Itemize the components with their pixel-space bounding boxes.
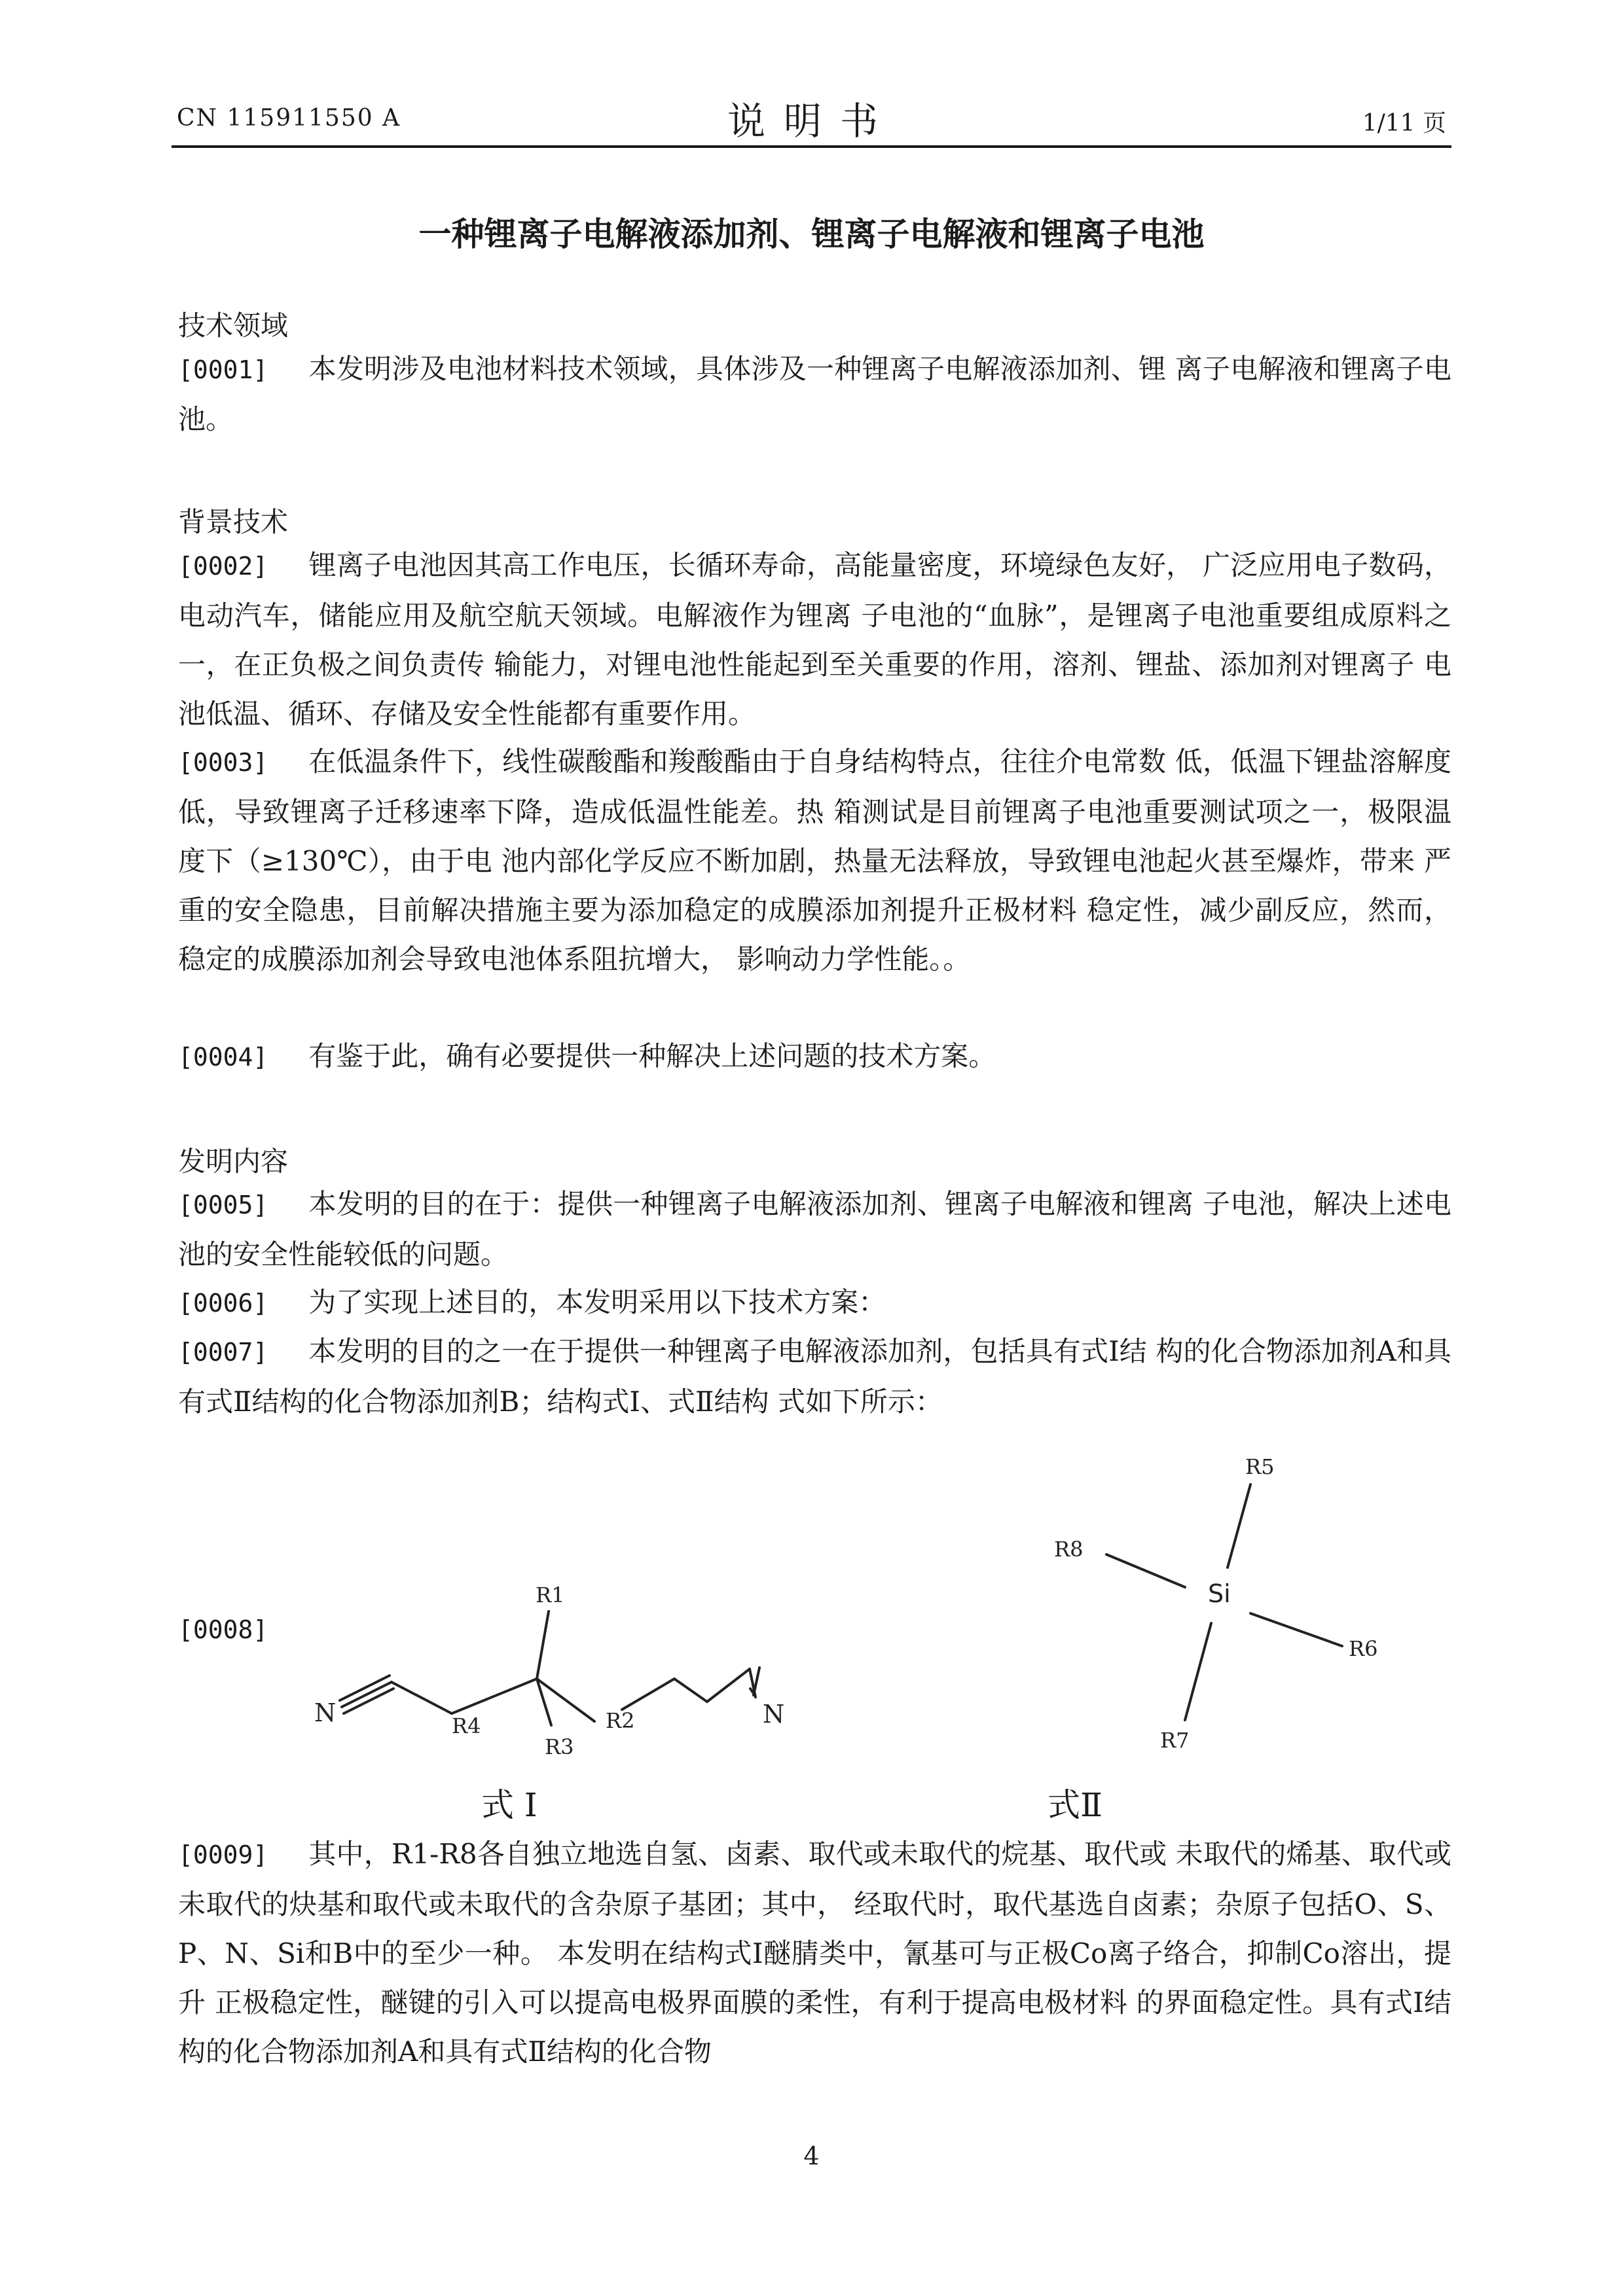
paragraph-number: [0002] (178, 552, 268, 581)
paragraph-text: 有鉴于此，确有必要提供一种解决上述问题的技术方案。 (308, 1040, 996, 1072)
bond (537, 1611, 549, 1679)
document-number: CN 115911550 A (177, 105, 401, 132)
atom-r1: R1 (536, 1583, 565, 1607)
paragraph-number: [0006] (178, 1289, 268, 1318)
atom-si: Si (1208, 1579, 1231, 1608)
bond (754, 1668, 759, 1695)
page-number: 4 (803, 2142, 820, 2170)
paragraph-number-0008: [0008] (178, 1615, 268, 1644)
formula-i-structure (340, 1611, 759, 1725)
bond (1228, 1484, 1250, 1568)
paragraph-0009 (178, 1829, 1451, 2076)
bond (622, 1679, 674, 1710)
document-title: 一种锂离子电解液添加剂、锂离子电解液和锂离子电池 (418, 215, 1205, 253)
atom-r4: R4 (452, 1713, 481, 1738)
atom-r2: R2 (606, 1708, 635, 1733)
paragraph-0006 (178, 1278, 1451, 1328)
atom-r8: R8 (1054, 1537, 1084, 1562)
paragraph-0003 (178, 737, 1451, 984)
paragraph-text: 本发明涉及电池材料技术领域，具体涉及一种锂离子电解液添加剂、锂 离子电解液和锂离子电池。 (178, 353, 1451, 435)
paragraph-text: 本发明的目的之一在于提供一种锂离子电解液添加剂，包括具有式I结 构的化合物添加剂A和具有式Ⅱ结构的化合物添加剂B；结构式I、式Ⅱ结构 式如下所示： (178, 1335, 1451, 1418)
formula-ii-structure (1106, 1484, 1342, 1720)
paragraph-number: [0005] (178, 1191, 268, 1219)
paragraph-0005 (178, 1179, 1451, 1279)
atom-r7: R7 (1160, 1728, 1190, 1753)
bond (750, 1689, 753, 1693)
bond (452, 1679, 537, 1713)
paragraph-text: 为了实现上述目的，本发明采用以下技术方案： (308, 1286, 886, 1318)
atom-r5: R5 (1245, 1454, 1275, 1479)
paragraph-text: 其中，R1-R8各自独立地选自氢、卤素、取代或未取代的烷基、取代或 未取代的烯基、取代或未取代的炔基和取代或未取代的含杂原子基团；其中， 经取代时，取代基选自卤素；杂原子包括O、S、P、N、Si和B中的至少一种。 本发明在结构式I醚腈类中，氰基可与正极Co离子络合，抑制Co溶出，提升 正极稳定性，醚键的引入可以提高电极界面膜的柔性，有利于提高电极材料 的界面稳定性。具有式I结构的化合物添加剂A和具有式Ⅱ结构的化合物 (178, 1838, 1451, 2068)
paragraph-number: [0003] (178, 748, 268, 777)
paragraph-number: [0004] (178, 1043, 268, 1071)
formula-ii-label: 式Ⅱ (1048, 1786, 1103, 1824)
heading-invention: 发明内容 (178, 1145, 289, 1177)
header-rule (172, 145, 1451, 148)
bond (340, 1676, 390, 1700)
bond (707, 1669, 750, 1702)
bond (1185, 1623, 1211, 1720)
paragraph-text: 在低温条件下，线性碳酸酯和羧酸酯由于自身结构特点，往往介电常数 低，低温下锂盐溶解度低，导致锂离子迁移速率下降，造成低温性能差。热 箱测试是目前锂离子电池重要测试项之一，极限温度下（≥130℃），由于电 池内部化学反应不断加剧，热量无法释放，导致锂电池起火甚至爆炸，带来 严重的安全隐患，目前解决措施主要为添加稳定的成膜添加剂提升正极材料 稳定性，减少副反应，然而，稳定的成膜添加剂会导致电池体系阻抗增大， 影响动力学性能。。 (178, 745, 1451, 975)
heading-background: 背景技术 (178, 506, 289, 538)
heading-tech-field: 技术领域 (178, 310, 289, 342)
atom-r3: R3 (545, 1734, 574, 1759)
bond (342, 1682, 392, 1707)
page-of-label: 1/11 页 (1362, 110, 1446, 137)
paragraph-0001 (178, 344, 1451, 444)
formula-i-label: 式 I (481, 1786, 538, 1824)
paragraph-text: 锂离子电池因其高工作电压，长循环寿命，高能量密度，环境绿色友好， 广泛应用电子数码，电动汽车，储能应用及航空航天领域。电解液作为锂离 子电池的“血脉”，是锂离子电池重要组成原料之一，在正负极之间负责传 输能力，对锂电池性能起到至关重要的作用，溶剂、锂盐、添加剂对锂离子 电池低温、循环、存储及安全性能都有重要作用。 (178, 549, 1451, 730)
bond (750, 1669, 756, 1697)
paragraph-0002 (178, 541, 1451, 738)
paragraph-text: 本发明的目的在于：提供一种锂离子电解液添加剂、锂离子电解液和锂离 子电池，解决上述电池的安全性能较低的问题。 (178, 1188, 1451, 1270)
paragraph-number: [0001] (178, 355, 268, 384)
paragraph-number: [0007] (178, 1338, 268, 1367)
bond (344, 1689, 393, 1713)
atom-n-left: N (314, 1698, 337, 1727)
bond (392, 1682, 452, 1713)
section-label: 说明书 (727, 99, 896, 143)
bond (1250, 1613, 1342, 1646)
atom-n-right: N (763, 1700, 785, 1729)
bond (674, 1679, 707, 1702)
bond (1106, 1554, 1185, 1587)
bond (537, 1679, 551, 1725)
paragraph-number: [0009] (178, 1840, 268, 1869)
paragraph-0004 (178, 1031, 1451, 1082)
paragraph-0007 (178, 1327, 1451, 1426)
bond (537, 1679, 594, 1721)
atom-r6: R6 (1349, 1636, 1378, 1661)
